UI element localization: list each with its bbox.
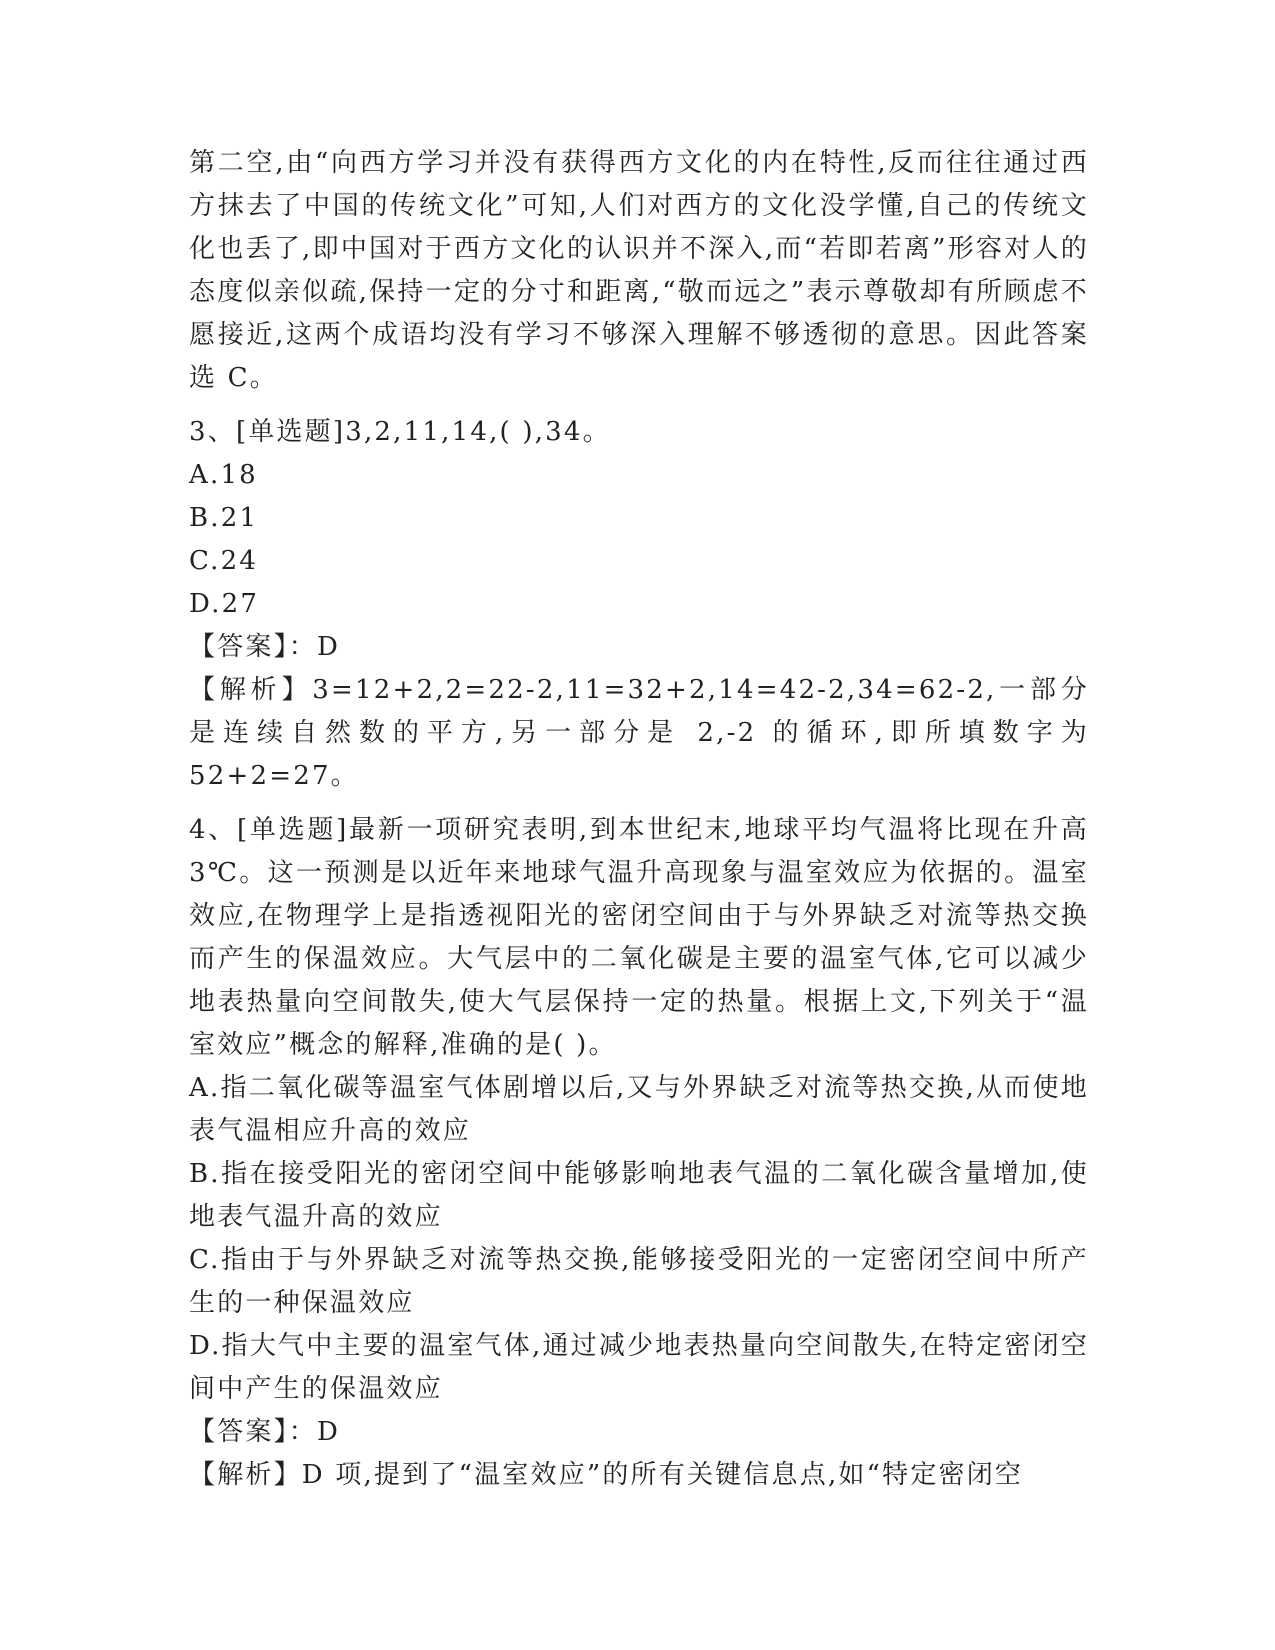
question-3-stem: 3、[单选题]3,2,11,14,( ),34。 — [189, 417, 611, 447]
question-3-answer: 【答案】：D — [189, 632, 341, 662]
spacer — [189, 798, 1089, 809]
question-3-option-a: A.18 — [189, 460, 258, 490]
question-4-option-c: C.指由于与外界缺乏对流等热交换,能够接受阳光的一定密闭空间中所产生的一种保温效应 — [189, 1245, 1089, 1318]
question-4-stem: 4、[单选题]最新一项研究表明,到本世纪末,地球平均气温将比现在升高 3℃。这一预测是以近年来地球气温升高现象与温室效应为依据的。温室效应,在物理学上是指透视阳光的密闭空间由于与外界缺乏对流等热交换而产生的保温效应。大气层中的二氧化碳是主要的温室气体,它可以减少地表热量向空间散失,使大气层保持一定的热量。根据上文,下列关于“温室效应”概念的解释,准确的是( )。 — [189, 815, 1089, 1060]
question-4-option-a: A.指二氧化碳等温室气体剧增以后,又与外界缺乏对流等热交换,从而使地表气温相应升高的效应 — [189, 1073, 1089, 1146]
question-4-option-d: D.指大气中主要的温室气体,通过减少地表热量向空间散失,在特定密闭空间中产生的保温效应 — [189, 1331, 1089, 1404]
question-3-option-d: D.27 — [189, 589, 260, 619]
question-3-analysis: 【解析】3=12+2,2=22-2,11=32+2,14=42-2,34=62-2,一部分是连续自然数的平方,另一部分是 2,-2 的循环,即所填数字为 52+2=27。 — [189, 675, 1089, 791]
question-3-option-b: B.21 — [189, 503, 259, 533]
previous-question-explanation: 第二空,由“向西方学习并没有获得西方文化的内在特性,反而往往通过西方抹去了中国的传统文化”可知,人们对西方的文化没学懂,自己的传统文化也丢了,即中国对于西方文化的认识并不深入,而“若即若离”形容对人的态度似亲似疏,保持一定的分寸和距离,“敬而远之”表示尊敬却有所顾虑不愿接近,这两个成语均没有学习不够深入理解不够透彻的意思。因此答案选 C。 — [189, 148, 1089, 393]
question-3 — [189, 411, 1089, 798]
question-4-option-b: B.指在接受阳光的密闭空间中能够影响地表气温的二氧化碳含量增加,使地表气温升高的效应 — [189, 1159, 1089, 1232]
page-content — [189, 142, 1089, 1497]
spacer — [189, 400, 1089, 411]
question-4 — [189, 809, 1089, 1497]
question-3-option-c: C.24 — [189, 546, 259, 576]
question-4-answer: 【答案】：D — [189, 1417, 341, 1447]
question-4-analysis: 【解析】D 项,提到了“温室效应”的所有关键信息点,如“特定密闭空 — [189, 1460, 1024, 1490]
